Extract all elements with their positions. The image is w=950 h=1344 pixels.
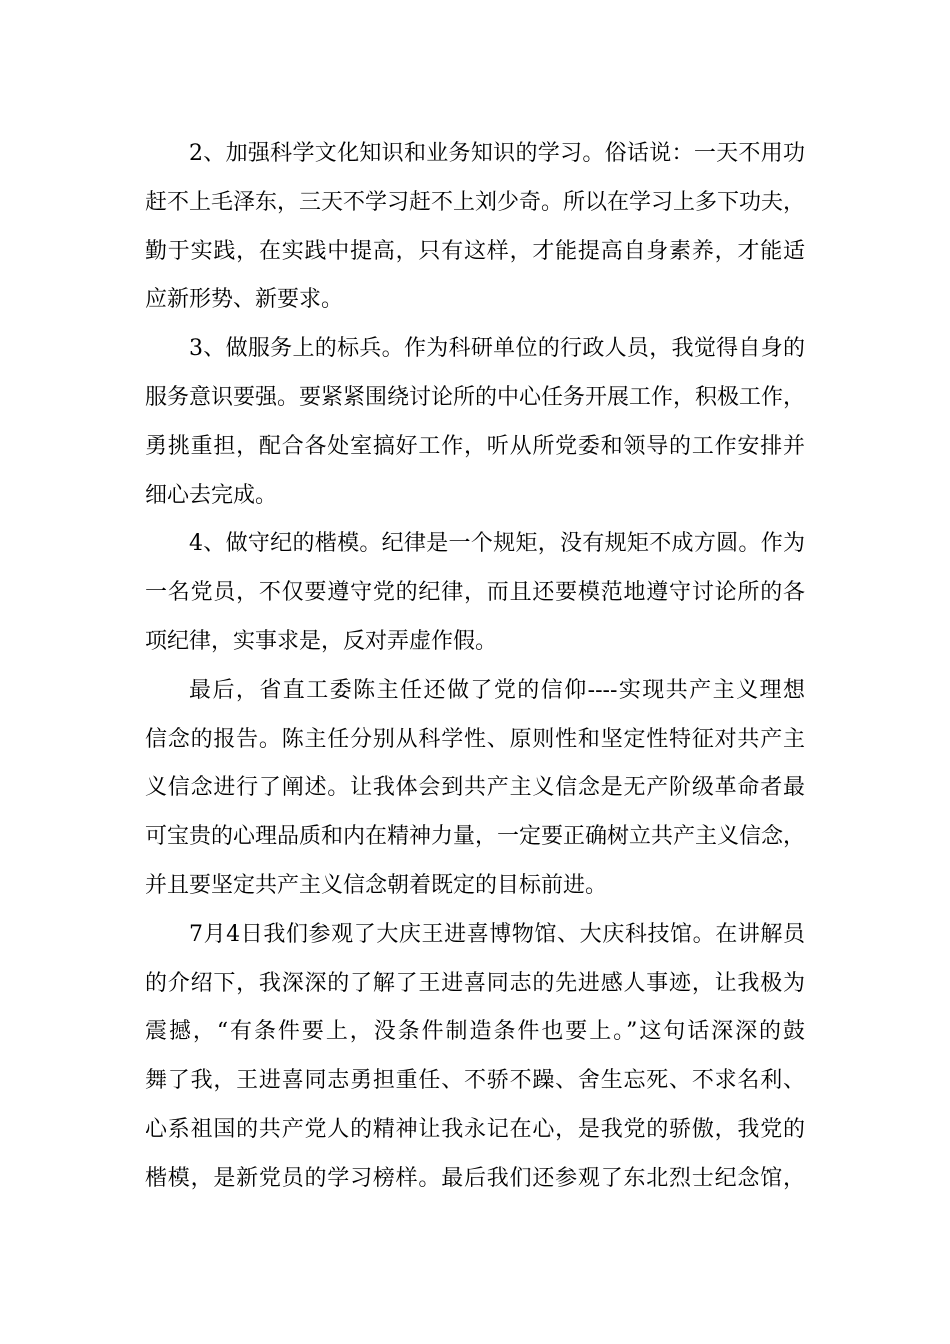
paragraph-2-line-3: 勇挑重担，配合各处室搞好工作，听从所党委和领导的工作安排并 <box>145 433 805 459</box>
paragraph-2-line-4: 细心去完成。 <box>145 482 278 508</box>
paragraph-2-line-2: 服务意识要强。要紧紧围绕讨论所的中心任务开展工作，积极工作， <box>145 384 806 410</box>
paragraph-5-line-5: 心系祖国的共产党人的精神让我永记在心，是我党的骄傲，我党的 <box>145 1116 805 1142</box>
paragraph-3-line-3: 项纪律，实事求是，反对弄虚作假。 <box>145 628 498 654</box>
paragraph-5-line-1: 7月4日我们参观了大庆王进喜博物馆、大庆科技馆。在讲解员 <box>189 921 805 947</box>
paragraph-1-line-1: 2、加强科学文化知识和业务知识的学习。俗话说：一天不用功 <box>189 141 805 166</box>
paragraph-5-line-2: 的介绍下，我深深的了解了王进喜同志的先进感人事迹，让我极为 <box>145 970 805 996</box>
paragraph-5-line-3: 震撼，“有条件要上，没条件制造条件也要上。”这句话深深的鼓 <box>145 1019 805 1045</box>
paragraph-5-line-4: 舞了我，王进喜同志勇担重任、不骄不躁、舍生忘死、不求名利、 <box>145 1068 805 1094</box>
paragraph-3-line-1: 4、做守纪的楷模。纪律是一个规矩，没有规矩不成方圆。作为 <box>189 531 805 557</box>
paragraph-1-line-2: 赶不上毛泽东，三天不学习赶不上刘少奇。所以在学习上多下功夫， <box>145 189 806 215</box>
paragraph-1-line-4: 应新形势、新要求。 <box>145 287 344 313</box>
paragraph-4-line-3: 义信念进行了阐述。让我体会到共产主义信念是无产阶级革命者最 <box>145 775 805 801</box>
paragraph-4-line-4: 可宝贵的心理品质和内在精神力量，一定要正确树立共产主义信念， <box>145 824 806 850</box>
paragraph-2-line-1: 3、做服务上的标兵。作为科研单位的行政人员，我觉得自身的 <box>189 336 805 362</box>
paragraph-3-line-2: 一名党员，不仅要遵守党的纪律，而且还要模范地遵守讨论所的各 <box>145 580 805 606</box>
paragraph-4-line-1: 最后，省直工委陈主任还做了党的信仰----实现共产主义理想 <box>189 677 805 703</box>
paragraph-1-line-3: 勤于实践，在实践中提高，只有这样，才能提高自身素养，才能适 <box>145 238 805 264</box>
document-body <box>145 130 805 1204</box>
paragraph-4-line-2: 信念的报告。陈主任分别从科学性、原则性和坚定性特征对共产主 <box>145 726 805 752</box>
paragraph-4-line-5: 并且要坚定共产主义信念朝着既定的目标前进。 <box>145 872 608 898</box>
paragraph-5-line-6: 楷模，是新党员的学习榜样。最后我们还参观了东北烈士纪念馆， <box>145 1165 805 1191</box>
